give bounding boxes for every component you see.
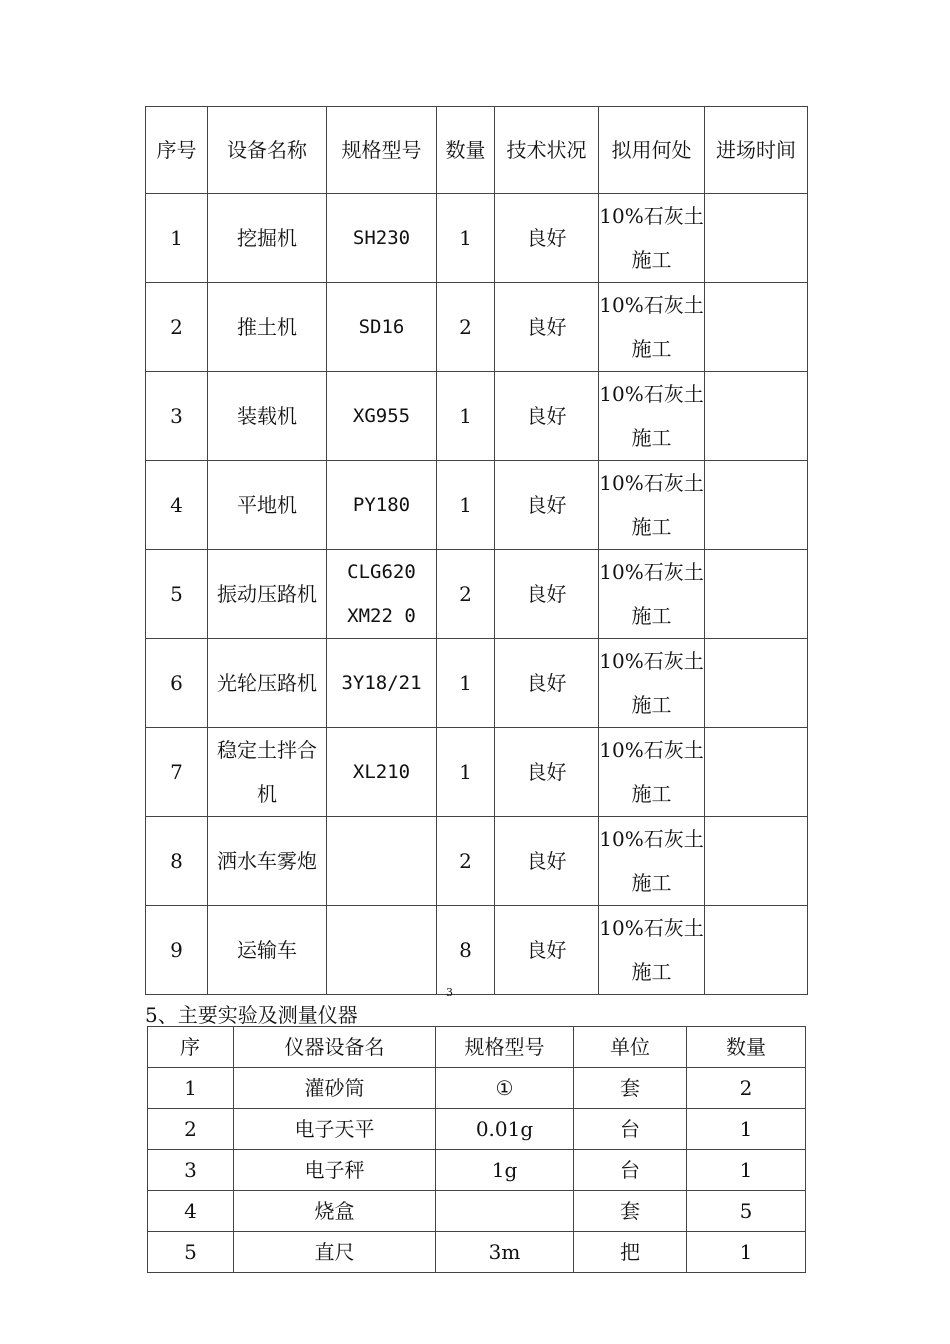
cell-qty: 1 [687, 1150, 806, 1191]
cell-no: 5 [146, 550, 208, 639]
cell-unit: 套 [574, 1191, 687, 1232]
table-row [146, 283, 808, 372]
cell-entry [705, 372, 808, 461]
table-row [146, 372, 808, 461]
section-title: 5、主要实验及测量仪器 [145, 1003, 358, 1027]
cell-name: 电子秤 [234, 1150, 436, 1191]
table-row [148, 1068, 806, 1109]
cell-no: 6 [146, 639, 208, 728]
cell-status: 良好 [495, 372, 599, 461]
table-row [146, 461, 808, 550]
cell-qty: 5 [687, 1191, 806, 1232]
table-row [148, 1232, 806, 1273]
cell-entry [705, 906, 808, 995]
cell-model: PY180 [327, 461, 437, 550]
cell-unit: 台 [574, 1109, 687, 1150]
header-cell: 数量 [437, 107, 495, 194]
cell-status: 良好 [495, 817, 599, 906]
cell-qty: 1 [437, 194, 495, 283]
cell-model [327, 906, 437, 995]
table-row [146, 728, 808, 817]
cell-no: 8 [146, 817, 208, 906]
cell-entry [705, 283, 808, 372]
cell-no: 2 [148, 1109, 234, 1150]
cell-use: 10%石灰土施工 [599, 461, 705, 550]
cell-no: 4 [146, 461, 208, 550]
cell-model [436, 1191, 574, 1232]
cell-name: 烧盒 [234, 1191, 436, 1232]
cell-model: 1g [436, 1150, 574, 1191]
cell-use: 10%石灰土施工 [599, 283, 705, 372]
header-cell: 规格型号 [436, 1027, 574, 1068]
table-row [146, 639, 808, 728]
cell-entry [705, 461, 808, 550]
header-cell: 数量 [687, 1027, 806, 1068]
table-row [148, 1109, 806, 1150]
header-cell: 进场时间 [705, 107, 808, 194]
cell-model: XL210 [327, 728, 437, 817]
cell-unit: 套 [574, 1068, 687, 1109]
cell-qty: 1 [437, 461, 495, 550]
cell-use: 10%石灰土施工 [599, 639, 705, 728]
cell-entry [705, 817, 808, 906]
cell-status: 良好 [495, 728, 599, 817]
cell-qty: 2 [437, 550, 495, 639]
cell-entry [705, 639, 808, 728]
cell-model: XG955 [327, 372, 437, 461]
cell-no: 3 [146, 372, 208, 461]
table-row [146, 906, 808, 995]
cell-name: 振动压路机 [208, 550, 327, 639]
header-cell: 仪器设备名 [234, 1027, 436, 1068]
cell-name: 灌砂筒 [234, 1068, 436, 1109]
cell-use: 10%石灰土施工 [599, 550, 705, 639]
cell-use: 10%石灰土施工 [599, 194, 705, 283]
table-header-row [148, 1027, 806, 1068]
cell-qty: 2 [437, 283, 495, 372]
cell-model: SH230 [327, 194, 437, 283]
cell-qty: 1 [687, 1232, 806, 1273]
cell-unit: 台 [574, 1150, 687, 1191]
cell-name: 运输车 [208, 906, 327, 995]
header-cell: 设备名称 [208, 107, 327, 194]
cell-qty: 8 [437, 906, 495, 995]
cell-model: 0.01g [436, 1109, 574, 1150]
cell-qty: 2 [437, 817, 495, 906]
cell-no: 2 [146, 283, 208, 372]
cell-name: 稳定土拌合机 [208, 728, 327, 817]
cell-status: 良好 [495, 550, 599, 639]
page-number: 3 [446, 986, 453, 999]
cell-model [327, 817, 437, 906]
table-row [146, 550, 808, 639]
header-cell: 技术状况 [495, 107, 599, 194]
cell-status: 良好 [495, 639, 599, 728]
cell-no: 3 [148, 1150, 234, 1191]
cell-use: 10%石灰土施工 [599, 817, 705, 906]
table-row [148, 1150, 806, 1191]
header-cell: 序号 [146, 107, 208, 194]
cell-status: 良好 [495, 461, 599, 550]
cell-name: 洒水车雾炮 [208, 817, 327, 906]
instrument-table [147, 1026, 806, 1273]
cell-name: 装载机 [208, 372, 327, 461]
header-cell: 单位 [574, 1027, 687, 1068]
cell-name: 直尺 [234, 1232, 436, 1273]
cell-use: 10%石灰土施工 [599, 372, 705, 461]
table-row [146, 817, 808, 906]
cell-no: 4 [148, 1191, 234, 1232]
cell-model: ① [436, 1068, 574, 1109]
cell-qty: 1 [687, 1109, 806, 1150]
table-row [146, 194, 808, 283]
cell-entry [705, 194, 808, 283]
cell-no: 5 [148, 1232, 234, 1273]
equipment-table [145, 106, 808, 995]
cell-status: 良好 [495, 194, 599, 283]
cell-model: 3m [436, 1232, 574, 1273]
cell-entry [705, 728, 808, 817]
cell-name: 电子天平 [234, 1109, 436, 1150]
cell-name: 光轮压路机 [208, 639, 327, 728]
cell-status: 良好 [495, 283, 599, 372]
cell-no: 1 [148, 1068, 234, 1109]
cell-name: 平地机 [208, 461, 327, 550]
cell-qty: 1 [437, 372, 495, 461]
cell-use: 10%石灰土施工 [599, 728, 705, 817]
header-cell: 规格型号 [327, 107, 437, 194]
cell-no: 1 [146, 194, 208, 283]
cell-use: 10%石灰土施工 [599, 906, 705, 995]
cell-model: SD16 [327, 283, 437, 372]
cell-entry [705, 550, 808, 639]
cell-model: 3Y18/21 [327, 639, 437, 728]
table-row [148, 1191, 806, 1232]
header-cell: 拟用何处 [599, 107, 705, 194]
cell-qty: 2 [687, 1068, 806, 1109]
cell-qty: 1 [437, 728, 495, 817]
cell-no: 7 [146, 728, 208, 817]
cell-unit: 把 [574, 1232, 687, 1273]
cell-name: 挖掘机 [208, 194, 327, 283]
cell-qty: 1 [437, 639, 495, 728]
cell-status: 良好 [495, 906, 599, 995]
cell-no: 9 [146, 906, 208, 995]
header-cell: 序 [148, 1027, 234, 1068]
cell-model: CLG620 XM22 0 [327, 550, 437, 639]
table-header-row [146, 107, 808, 194]
cell-name: 推土机 [208, 283, 327, 372]
